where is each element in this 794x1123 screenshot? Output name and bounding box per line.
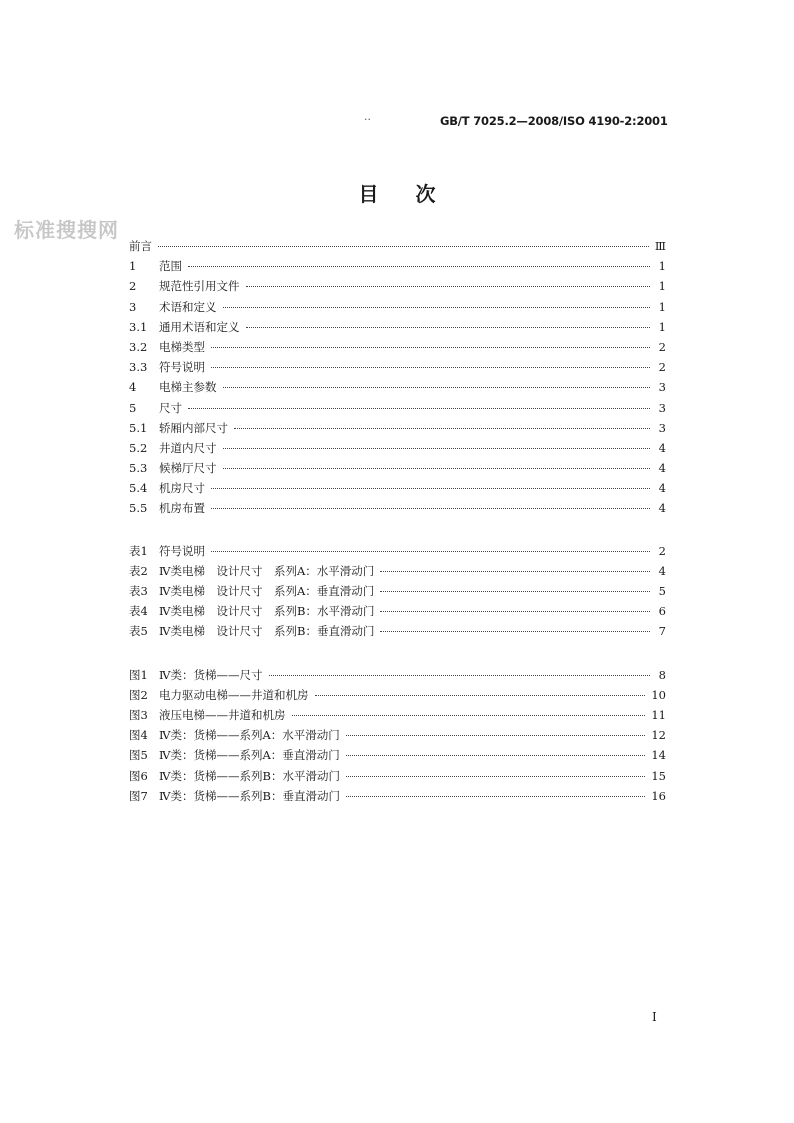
toc-entry-title: 符号说明 xyxy=(159,360,205,375)
toc-section-entry[interactable] xyxy=(129,400,666,420)
dot-leader xyxy=(346,796,645,797)
dot-leader xyxy=(223,448,651,449)
toc-table-entry[interactable] xyxy=(129,583,666,603)
toc-entry-number: 表2 xyxy=(129,563,148,578)
toc-section-entry[interactable] xyxy=(129,359,666,379)
toc-entry-page: 4 xyxy=(658,563,666,578)
toc-entry-title: 液压电梯——井道和机房 xyxy=(159,707,286,722)
toc-section-entry[interactable] xyxy=(129,238,666,258)
toc-table-entry[interactable] xyxy=(129,563,666,583)
dot-leader xyxy=(315,695,646,696)
toc-entry-page: 1 xyxy=(658,279,666,294)
toc-entry-number: 表1 xyxy=(129,543,148,558)
dot-leader xyxy=(211,488,650,489)
toc-section-entry[interactable] xyxy=(129,258,666,278)
toc-entry-title: 机房布置 xyxy=(159,501,205,516)
standard-code: GB/T 7025.2—2008/ISO 4190-2:2001 xyxy=(440,114,668,128)
toc-entry-number: 5.4 xyxy=(129,481,148,496)
toc-entry-title: 电梯主参数 xyxy=(159,380,217,395)
watermark: 标准搜搜网 xyxy=(14,218,119,242)
toc-entry-page: 7 xyxy=(658,624,666,639)
toc-entry-title: 机房尺寸 xyxy=(159,481,205,496)
dot-leader xyxy=(292,715,646,716)
toc-entry-number: 5.3 xyxy=(129,461,148,476)
toc-figure-entry[interactable] xyxy=(129,667,666,687)
dot-leader xyxy=(211,367,650,368)
toc-entry-number: 图1 xyxy=(129,667,148,682)
toc-entry-number: 5.1 xyxy=(129,420,148,435)
toc-figures xyxy=(129,667,666,808)
dot-leader xyxy=(380,591,650,592)
toc-entry-number: 5 xyxy=(129,400,137,415)
toc-entry-page: 8 xyxy=(658,667,666,682)
toc-entry-title: Ⅳ类：货梯——系列A：水平滑动门 xyxy=(159,728,340,743)
toc-entry-page: 1 xyxy=(658,319,666,334)
dot-leader xyxy=(380,611,650,612)
toc-entry-number: 表3 xyxy=(129,584,148,598)
toc-entry-number: 2 xyxy=(129,279,137,294)
toc-section-entry[interactable] xyxy=(129,480,666,500)
toc-section-entry[interactable] xyxy=(129,319,666,339)
toc-entry-title: 井道内尺寸 xyxy=(159,440,217,455)
toc-entry-title: Ⅳ类：货梯——系列B：垂直滑动门 xyxy=(159,788,340,803)
dot-leader xyxy=(211,347,650,348)
toc-entry-page: 10 xyxy=(651,687,666,702)
toc-entry-page: 16 xyxy=(651,788,666,803)
dot-leader xyxy=(346,735,646,736)
stray-mark: ·· xyxy=(364,113,371,126)
toc-entry-number: 图5 xyxy=(129,748,148,763)
toc-entry-number: 3.3 xyxy=(129,360,148,375)
toc-entry-page: Ⅲ xyxy=(654,239,666,253)
dot-leader xyxy=(223,387,651,388)
page-number: Ⅰ xyxy=(652,1010,657,1024)
dot-leader xyxy=(346,755,646,756)
dot-leader xyxy=(234,428,650,429)
toc-entry-page: 4 xyxy=(658,481,666,496)
dot-leader xyxy=(246,327,651,328)
toc-entry-page: 2 xyxy=(658,339,666,354)
toc-sections xyxy=(129,238,666,521)
toc-figure-entry[interactable] xyxy=(129,707,666,727)
toc-entry-page: 1 xyxy=(658,299,666,314)
toc-figure-entry[interactable] xyxy=(129,788,666,808)
toc-section-entry[interactable] xyxy=(129,440,666,460)
toc-entry-page: 15 xyxy=(651,768,666,783)
toc-entry-page: 2 xyxy=(658,543,666,558)
toc-list xyxy=(129,238,666,808)
toc-entry-number: 图4 xyxy=(129,728,148,743)
toc-figure-entry[interactable] xyxy=(129,727,666,747)
toc-entry-title: 前言 xyxy=(129,239,152,253)
dot-leader xyxy=(223,468,651,469)
toc-entry-title: 尺寸 xyxy=(159,400,182,415)
toc-entry-page: 11 xyxy=(651,707,666,722)
toc-entry-title: 范围 xyxy=(159,259,182,274)
toc-entry-title: 术语和定义 xyxy=(159,299,217,314)
toc-entry-title: Ⅳ类：货梯——系列A：垂直滑动门 xyxy=(159,748,340,763)
toc-entry-title: 通用术语和定义 xyxy=(159,319,240,334)
toc-entry-title: Ⅳ类电梯 设计尺寸 系列A：水平滑动门 xyxy=(159,563,375,578)
toc-entry-title: 符号说明 xyxy=(159,543,205,558)
toc-section-entry[interactable] xyxy=(129,420,666,440)
toc-entry-number: 5.2 xyxy=(129,440,148,455)
toc-entry-page: 6 xyxy=(658,604,666,619)
toc-entry-number: 4 xyxy=(129,380,137,395)
toc-entry-number: 3 xyxy=(129,299,137,314)
dot-leader xyxy=(380,631,650,632)
toc-entry-number: 图6 xyxy=(129,768,148,783)
toc-entry-page: 12 xyxy=(651,728,666,743)
toc-entry-title: 候梯厅尺寸 xyxy=(159,461,217,476)
toc-table-entry[interactable] xyxy=(129,543,666,563)
toc-section-entry[interactable] xyxy=(129,500,666,520)
toc-entry-page: 4 xyxy=(658,501,666,516)
toc-entry-title: 电梯类型 xyxy=(159,339,205,354)
dot-leader xyxy=(188,408,650,409)
dot-leader xyxy=(380,571,650,572)
toc-entry-title: 电力驱动电梯——井道和机房 xyxy=(159,687,309,702)
toc-entry-number: 表5 xyxy=(129,624,148,639)
toc-section-entry[interactable] xyxy=(129,278,666,298)
toc-entry-number: 3.1 xyxy=(129,319,148,334)
toc-entry-page: 3 xyxy=(658,380,666,395)
toc-entry-page: 4 xyxy=(658,440,666,455)
dot-leader xyxy=(223,307,651,308)
dot-leader xyxy=(188,266,650,267)
toc-entry-page: 5 xyxy=(658,584,666,598)
toc-figure-entry[interactable] xyxy=(129,747,666,767)
toc-entry-title: Ⅳ类电梯 设计尺寸 系列B：垂直滑动门 xyxy=(159,624,375,639)
toc-entry-number: 表4 xyxy=(129,604,148,619)
dot-leader xyxy=(211,551,650,552)
toc-entry-number: 图2 xyxy=(129,687,148,702)
toc-table-entry[interactable] xyxy=(129,623,666,643)
toc-section-entry[interactable] xyxy=(129,460,666,480)
dot-leader xyxy=(269,675,651,676)
dot-leader xyxy=(346,776,645,777)
toc-tables xyxy=(129,543,666,644)
dot-leader xyxy=(211,508,650,509)
toc-entry-page: 3 xyxy=(658,400,666,415)
toc-entry-title: Ⅳ类：货梯——系列B：水平滑动门 xyxy=(159,768,340,783)
toc-table-entry[interactable] xyxy=(129,603,666,623)
toc-entry-title: Ⅳ类电梯 设计尺寸 系列A：垂直滑动门 xyxy=(159,584,375,598)
toc-section-entry[interactable] xyxy=(129,299,666,319)
toc-entry-page: 2 xyxy=(658,360,666,375)
toc-section-entry[interactable] xyxy=(129,379,666,399)
toc-section-entry[interactable] xyxy=(129,339,666,359)
toc-figure-entry[interactable] xyxy=(129,768,666,788)
toc-entry-number: 1 xyxy=(129,259,137,274)
toc-entry-title: 规范性引用文件 xyxy=(159,279,240,294)
toc-entry-number: 3.2 xyxy=(129,339,148,354)
toc-entry-page: 14 xyxy=(651,748,666,763)
toc-entry-number: 图7 xyxy=(129,788,148,803)
toc-entry-number: 图3 xyxy=(129,707,148,722)
toc-entry-page: 3 xyxy=(658,420,666,435)
toc-entry-page: 1 xyxy=(658,259,666,274)
toc-entry-title: Ⅳ类：货梯——尺寸 xyxy=(159,667,263,682)
dot-leader xyxy=(246,286,651,287)
dot-leader xyxy=(158,246,649,247)
toc-figure-entry[interactable] xyxy=(129,687,666,707)
toc-entry-page: 4 xyxy=(658,461,666,476)
toc-entry-title: 轿厢内部尺寸 xyxy=(159,420,228,435)
toc-entry-number: 5.5 xyxy=(129,501,148,516)
toc-title: 目 次 xyxy=(358,182,436,206)
toc-entry-title: Ⅳ类电梯 设计尺寸 系列B：水平滑动门 xyxy=(159,604,375,619)
